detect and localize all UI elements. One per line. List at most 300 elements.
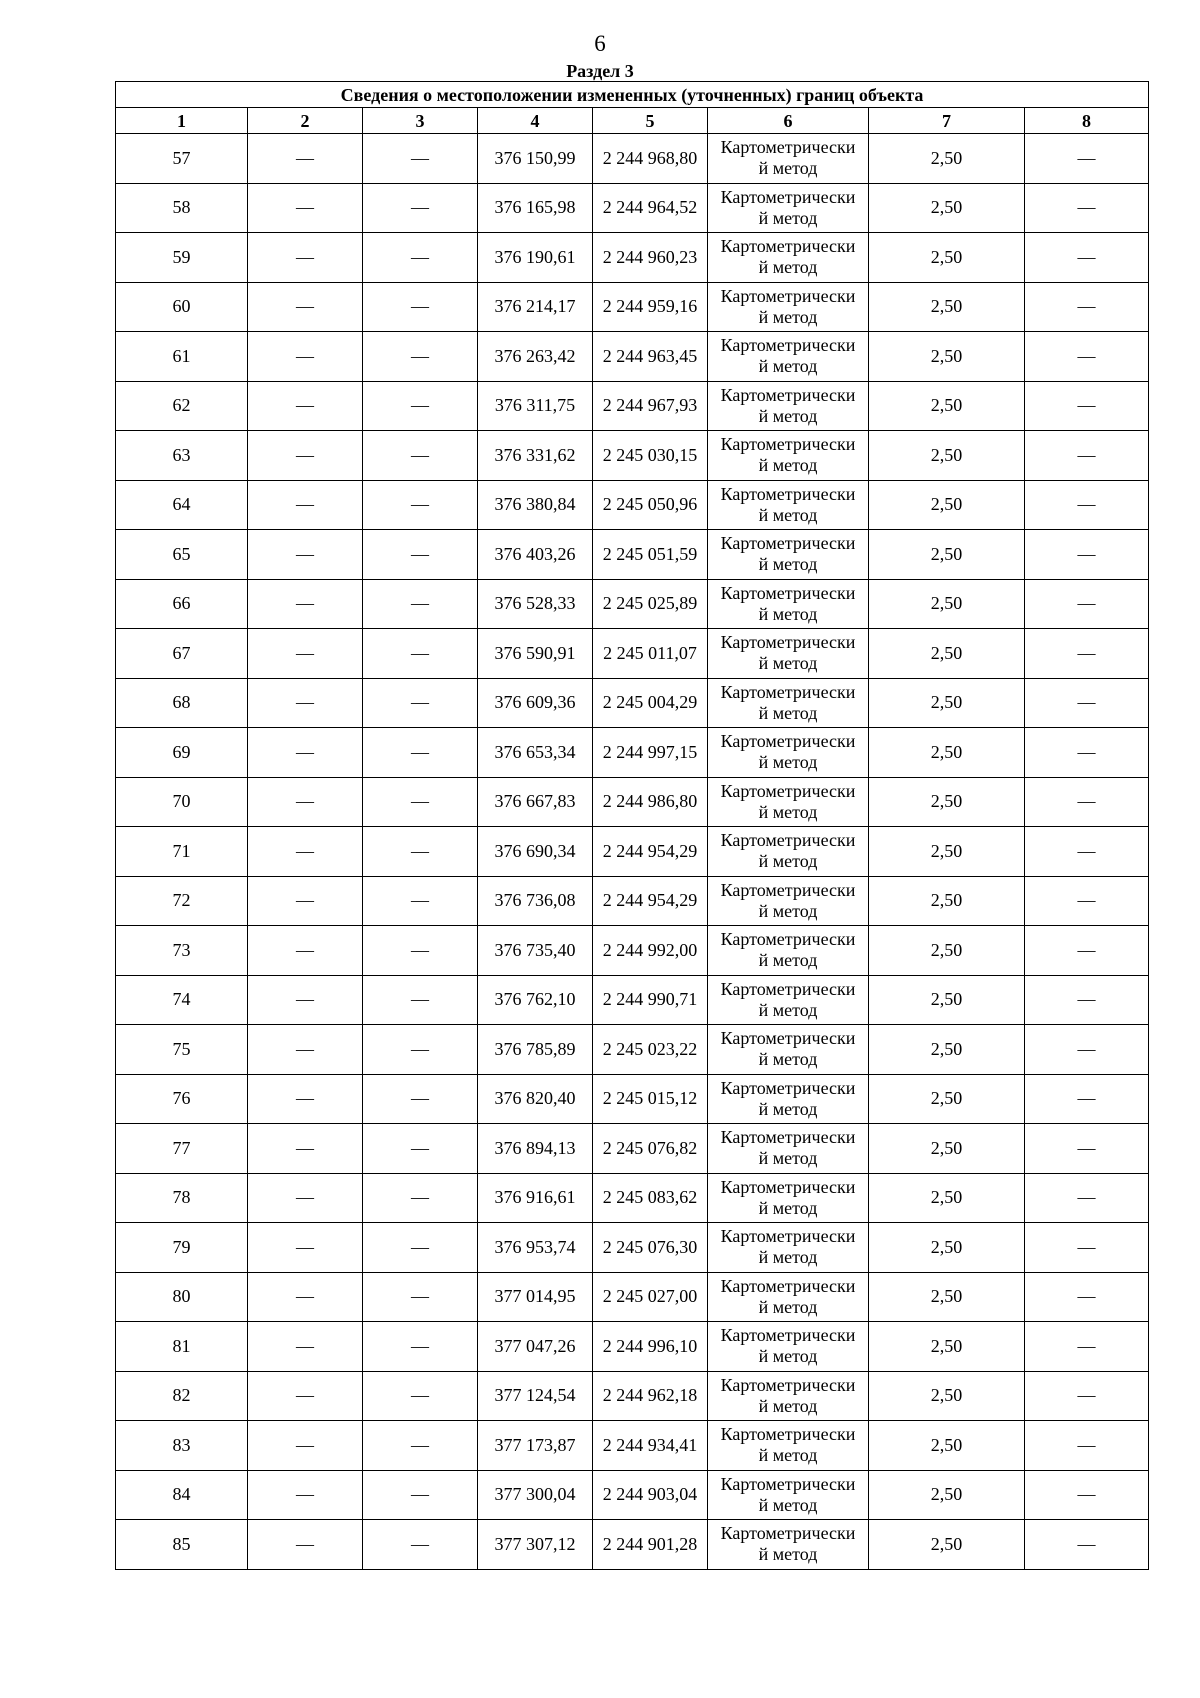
method-line-2: й метод	[758, 1098, 818, 1119]
y-coordinate-cell: 2 244 901,28	[593, 1520, 708, 1570]
column-8-cell: —	[1025, 1074, 1149, 1124]
accuracy-cell: 2,50	[869, 1421, 1025, 1471]
column-number: 6	[708, 108, 869, 134]
table-row	[116, 629, 1149, 679]
column-number: 2	[248, 108, 363, 134]
table-row	[116, 1074, 1149, 1124]
column-8-cell: —	[1025, 777, 1149, 827]
table-row	[116, 579, 1149, 629]
point-number-cell: 79	[116, 1223, 248, 1273]
method-line-1: Картометрически	[720, 929, 856, 950]
column-2-cell: —	[248, 579, 363, 629]
point-number-cell: 72	[116, 876, 248, 926]
x-coordinate-cell: 376 331,62	[478, 431, 593, 481]
column-2-cell: —	[248, 1074, 363, 1124]
method-line-1: Картометрически	[720, 384, 856, 405]
column-8-cell: —	[1025, 431, 1149, 481]
column-3-cell: —	[363, 678, 478, 728]
table-row	[116, 1421, 1149, 1471]
column-3-cell: —	[363, 876, 478, 926]
column-3-cell: —	[363, 530, 478, 580]
x-coordinate-cell: 377 014,95	[478, 1272, 593, 1322]
method-line-1: Картометрически	[720, 1028, 856, 1049]
table-row	[116, 678, 1149, 728]
x-coordinate-cell: 376 150,99	[478, 134, 593, 184]
column-8-cell: —	[1025, 1470, 1149, 1520]
column-3-cell: —	[363, 134, 478, 184]
point-number-cell: 70	[116, 777, 248, 827]
y-coordinate-cell: 2 244 934,41	[593, 1421, 708, 1471]
column-2-cell: —	[248, 233, 363, 283]
column-number-row	[116, 108, 1149, 134]
point-number-cell: 66	[116, 579, 248, 629]
accuracy-cell: 2,50	[869, 134, 1025, 184]
coordinates-table	[115, 81, 1149, 1570]
method-cell	[708, 1173, 869, 1223]
method-line-2: й метод	[758, 1148, 818, 1169]
column-3-cell: —	[363, 926, 478, 976]
method-cell	[708, 1272, 869, 1322]
method-line-1: Картометрически	[720, 1127, 856, 1148]
method-line-2: й метод	[758, 702, 818, 723]
y-coordinate-cell: 2 244 963,45	[593, 332, 708, 382]
method-line-1: Картометрически	[720, 1077, 856, 1098]
column-2-cell: —	[248, 975, 363, 1025]
y-coordinate-cell: 2 244 986,80	[593, 777, 708, 827]
point-number-cell: 58	[116, 183, 248, 233]
column-3-cell: —	[363, 1025, 478, 1075]
accuracy-cell: 2,50	[869, 530, 1025, 580]
method-line-1: Картометрически	[720, 978, 856, 999]
accuracy-cell: 2,50	[869, 332, 1025, 382]
x-coordinate-cell: 376 785,89	[478, 1025, 593, 1075]
point-number-cell: 76	[116, 1074, 248, 1124]
column-2-cell: —	[248, 1272, 363, 1322]
point-number-cell: 81	[116, 1322, 248, 1372]
y-coordinate-cell: 2 244 962,18	[593, 1371, 708, 1421]
column-8-cell: —	[1025, 183, 1149, 233]
accuracy-cell: 2,50	[869, 728, 1025, 778]
method-cell	[708, 1223, 869, 1273]
x-coordinate-cell: 376 916,61	[478, 1173, 593, 1223]
method-line-1: Картометрически	[720, 1176, 856, 1197]
accuracy-cell: 2,50	[869, 1074, 1025, 1124]
table-row	[116, 777, 1149, 827]
column-2-cell: —	[248, 1371, 363, 1421]
y-coordinate-cell: 2 245 027,00	[593, 1272, 708, 1322]
column-3-cell: —	[363, 975, 478, 1025]
table-row	[116, 134, 1149, 184]
column-2-cell: —	[248, 1173, 363, 1223]
x-coordinate-cell: 376 263,42	[478, 332, 593, 382]
method-line-2: й метод	[758, 504, 818, 525]
column-number: 3	[363, 108, 478, 134]
point-number-cell: 59	[116, 233, 248, 283]
column-8-cell: —	[1025, 282, 1149, 332]
accuracy-cell: 2,50	[869, 381, 1025, 431]
column-3-cell: —	[363, 1371, 478, 1421]
y-coordinate-cell: 2 245 030,15	[593, 431, 708, 481]
method-cell	[708, 332, 869, 382]
table-row	[116, 233, 1149, 283]
point-number-cell: 83	[116, 1421, 248, 1471]
table-body	[116, 134, 1149, 1570]
method-cell	[708, 629, 869, 679]
y-coordinate-cell: 2 244 903,04	[593, 1470, 708, 1520]
method-line-1: Картометрически	[720, 582, 856, 603]
y-coordinate-cell: 2 244 968,80	[593, 134, 708, 184]
method-cell	[708, 381, 869, 431]
y-coordinate-cell: 2 244 960,23	[593, 233, 708, 283]
column-8-cell: —	[1025, 1223, 1149, 1273]
column-8-cell: —	[1025, 1272, 1149, 1322]
column-3-cell: —	[363, 480, 478, 530]
method-line-2: й метод	[758, 999, 818, 1020]
table-row	[116, 183, 1149, 233]
accuracy-cell: 2,50	[869, 1520, 1025, 1570]
accuracy-cell: 2,50	[869, 1470, 1025, 1520]
column-3-cell: —	[363, 1272, 478, 1322]
method-line-2: й метод	[758, 1346, 818, 1367]
column-2-cell: —	[248, 134, 363, 184]
column-8-cell: —	[1025, 332, 1149, 382]
column-2-cell: —	[248, 777, 363, 827]
column-8-cell: —	[1025, 728, 1149, 778]
column-number: 8	[1025, 108, 1149, 134]
method-line-2: й метод	[758, 801, 818, 822]
y-coordinate-cell: 2 245 015,12	[593, 1074, 708, 1124]
accuracy-cell: 2,50	[869, 1223, 1025, 1273]
column-3-cell: —	[363, 381, 478, 431]
point-number-cell: 64	[116, 480, 248, 530]
table-row	[116, 1470, 1149, 1520]
y-coordinate-cell: 2 245 076,30	[593, 1223, 708, 1273]
x-coordinate-cell: 376 214,17	[478, 282, 593, 332]
column-2-cell: —	[248, 183, 363, 233]
method-line-1: Картометрически	[720, 285, 856, 306]
x-coordinate-cell: 376 311,75	[478, 381, 593, 431]
y-coordinate-cell: 2 244 997,15	[593, 728, 708, 778]
column-3-cell: —	[363, 827, 478, 877]
column-8-cell: —	[1025, 480, 1149, 530]
accuracy-cell: 2,50	[869, 282, 1025, 332]
point-number-cell: 75	[116, 1025, 248, 1075]
method-line-1: Картометрически	[720, 335, 856, 356]
point-number-cell: 60	[116, 282, 248, 332]
column-8-cell: —	[1025, 233, 1149, 283]
y-coordinate-cell: 2 244 964,52	[593, 183, 708, 233]
column-8-cell: —	[1025, 1371, 1149, 1421]
method-cell	[708, 1074, 869, 1124]
method-line-1: Картометрически	[720, 137, 856, 158]
method-cell	[708, 975, 869, 1025]
table-row	[116, 332, 1149, 382]
column-number: 1	[116, 108, 248, 134]
method-line-1: Картометрически	[720, 434, 856, 455]
x-coordinate-cell: 376 380,84	[478, 480, 593, 530]
column-2-cell: —	[248, 1025, 363, 1075]
column-8-cell: —	[1025, 1322, 1149, 1372]
method-cell	[708, 1322, 869, 1372]
accuracy-cell: 2,50	[869, 629, 1025, 679]
method-line-1: Картометрически	[720, 186, 856, 207]
table-row	[116, 876, 1149, 926]
point-number-cell: 67	[116, 629, 248, 679]
y-coordinate-cell: 2 245 076,82	[593, 1124, 708, 1174]
method-line-1: Картометрически	[720, 533, 856, 554]
page-number: 6	[594, 31, 606, 56]
table-row	[116, 1520, 1149, 1570]
y-coordinate-cell: 2 245 023,22	[593, 1025, 708, 1075]
x-coordinate-cell: 376 609,36	[478, 678, 593, 728]
column-2-cell: —	[248, 1322, 363, 1372]
table-title-row	[116, 82, 1149, 108]
x-coordinate-cell: 376 894,13	[478, 1124, 593, 1174]
column-2-cell: —	[248, 332, 363, 382]
point-number-cell: 85	[116, 1520, 248, 1570]
column-8-cell: —	[1025, 678, 1149, 728]
method-line-2: й метод	[758, 851, 818, 872]
method-line-1: Картометрически	[720, 236, 856, 257]
y-coordinate-cell: 2 245 051,59	[593, 530, 708, 580]
method-line-2: й метод	[758, 1197, 818, 1218]
method-line-2: й метод	[758, 900, 818, 921]
method-cell	[708, 876, 869, 926]
accuracy-cell: 2,50	[869, 827, 1025, 877]
y-coordinate-cell: 2 244 967,93	[593, 381, 708, 431]
x-coordinate-cell: 377 173,87	[478, 1421, 593, 1471]
method-line-2: й метод	[758, 752, 818, 773]
column-8-cell: —	[1025, 926, 1149, 976]
method-line-2: й метод	[758, 1395, 818, 1416]
y-coordinate-cell: 2 245 011,07	[593, 629, 708, 679]
column-3-cell: —	[363, 183, 478, 233]
column-8-cell: —	[1025, 629, 1149, 679]
method-cell	[708, 134, 869, 184]
method-line-1: Картометрически	[720, 1473, 856, 1494]
column-number: 7	[869, 108, 1025, 134]
x-coordinate-cell: 376 590,91	[478, 629, 593, 679]
column-2-cell: —	[248, 381, 363, 431]
table-row	[116, 381, 1149, 431]
column-3-cell: —	[363, 282, 478, 332]
method-line-1: Картометрически	[720, 780, 856, 801]
x-coordinate-cell: 376 820,40	[478, 1074, 593, 1124]
y-coordinate-cell: 2 244 954,29	[593, 876, 708, 926]
x-coordinate-cell: 377 300,04	[478, 1470, 593, 1520]
table-row	[116, 1025, 1149, 1075]
table-row	[116, 431, 1149, 481]
method-cell	[708, 1421, 869, 1471]
column-8-cell: —	[1025, 1173, 1149, 1223]
table-title: Сведения о местоположении измененных (уточненных) границ объекта	[116, 82, 1149, 108]
accuracy-cell: 2,50	[869, 183, 1025, 233]
column-3-cell: —	[363, 1223, 478, 1273]
method-cell	[708, 1124, 869, 1174]
x-coordinate-cell: 377 307,12	[478, 1520, 593, 1570]
y-coordinate-cell: 2 244 990,71	[593, 975, 708, 1025]
column-2-cell: —	[248, 926, 363, 976]
table-row	[116, 1371, 1149, 1421]
column-2-cell: —	[248, 827, 363, 877]
column-3-cell: —	[363, 777, 478, 827]
method-cell	[708, 728, 869, 778]
column-3-cell: —	[363, 629, 478, 679]
column-number: 4	[478, 108, 593, 134]
accuracy-cell: 2,50	[869, 1322, 1025, 1372]
point-number-cell: 80	[116, 1272, 248, 1322]
table-row	[116, 282, 1149, 332]
table-row	[116, 827, 1149, 877]
x-coordinate-cell: 376 667,83	[478, 777, 593, 827]
method-line-1: Картометрически	[720, 483, 856, 504]
column-3-cell: —	[363, 233, 478, 283]
column-3-cell: —	[363, 728, 478, 778]
method-line-2: й метод	[758, 653, 818, 674]
method-line-1: Картометрически	[720, 879, 856, 900]
x-coordinate-cell: 377 124,54	[478, 1371, 593, 1421]
point-number-cell: 84	[116, 1470, 248, 1520]
point-number-cell: 61	[116, 332, 248, 382]
accuracy-cell: 2,50	[869, 1173, 1025, 1223]
table-row	[116, 1173, 1149, 1223]
accuracy-cell: 2,50	[869, 1124, 1025, 1174]
y-coordinate-cell: 2 244 992,00	[593, 926, 708, 976]
method-cell	[708, 579, 869, 629]
accuracy-cell: 2,50	[869, 1025, 1025, 1075]
method-line-1: Картометрически	[720, 632, 856, 653]
method-line-2: й метод	[758, 1247, 818, 1268]
column-8-cell: —	[1025, 876, 1149, 926]
column-8-cell: —	[1025, 975, 1149, 1025]
x-coordinate-cell: 376 735,40	[478, 926, 593, 976]
accuracy-cell: 2,50	[869, 678, 1025, 728]
method-cell	[708, 926, 869, 976]
point-number-cell: 82	[116, 1371, 248, 1421]
column-2-cell: —	[248, 1520, 363, 1570]
table-row	[116, 926, 1149, 976]
method-line-1: Картометрически	[720, 1275, 856, 1296]
x-coordinate-cell: 376 762,10	[478, 975, 593, 1025]
column-3-cell: —	[363, 1074, 478, 1124]
method-line-2: й метод	[758, 257, 818, 278]
method-line-2: й метод	[758, 455, 818, 476]
column-3-cell: —	[363, 1421, 478, 1471]
x-coordinate-cell: 376 953,74	[478, 1223, 593, 1273]
column-2-cell: —	[248, 876, 363, 926]
column-3-cell: —	[363, 1520, 478, 1570]
method-line-2: й метод	[758, 554, 818, 575]
table-row	[116, 728, 1149, 778]
column-2-cell: —	[248, 629, 363, 679]
column-2-cell: —	[248, 530, 363, 580]
column-8-cell: —	[1025, 381, 1149, 431]
method-line-2: й метод	[758, 950, 818, 971]
column-8-cell: —	[1025, 827, 1149, 877]
column-3-cell: —	[363, 431, 478, 481]
method-line-1: Картометрически	[720, 681, 856, 702]
accuracy-cell: 2,50	[869, 431, 1025, 481]
y-coordinate-cell: 2 245 004,29	[593, 678, 708, 728]
point-number-cell: 68	[116, 678, 248, 728]
method-cell	[708, 777, 869, 827]
column-2-cell: —	[248, 1223, 363, 1273]
table-row	[116, 530, 1149, 580]
method-line-1: Картометрически	[720, 1424, 856, 1445]
method-line-1: Картометрически	[720, 1374, 856, 1395]
method-line-2: й метод	[758, 603, 818, 624]
column-2-cell: —	[248, 678, 363, 728]
point-number-cell: 71	[116, 827, 248, 877]
method-line-1: Картометрически	[720, 1523, 856, 1544]
x-coordinate-cell: 376 690,34	[478, 827, 593, 877]
column-8-cell: —	[1025, 579, 1149, 629]
x-coordinate-cell: 376 190,61	[478, 233, 593, 283]
method-cell	[708, 678, 869, 728]
point-number-cell: 74	[116, 975, 248, 1025]
column-2-cell: —	[248, 1421, 363, 1471]
method-line-2: й метод	[758, 1445, 818, 1466]
method-cell	[708, 530, 869, 580]
column-2-cell: —	[248, 431, 363, 481]
y-coordinate-cell: 2 244 996,10	[593, 1322, 708, 1372]
method-line-2: й метод	[758, 405, 818, 426]
point-number-cell: 62	[116, 381, 248, 431]
method-line-1: Картометрически	[720, 830, 856, 851]
table-row	[116, 1124, 1149, 1174]
x-coordinate-cell: 376 403,26	[478, 530, 593, 580]
accuracy-cell: 2,50	[869, 926, 1025, 976]
column-2-cell: —	[248, 282, 363, 332]
method-line-2: й метод	[758, 1494, 818, 1515]
table-row	[116, 1322, 1149, 1372]
column-8-cell: —	[1025, 1520, 1149, 1570]
method-cell	[708, 431, 869, 481]
column-8-cell: —	[1025, 530, 1149, 580]
table-row	[116, 975, 1149, 1025]
method-cell	[708, 480, 869, 530]
x-coordinate-cell: 376 165,98	[478, 183, 593, 233]
column-3-cell: —	[363, 579, 478, 629]
x-coordinate-cell: 376 736,08	[478, 876, 593, 926]
y-coordinate-cell: 2 244 959,16	[593, 282, 708, 332]
accuracy-cell: 2,50	[869, 777, 1025, 827]
method-cell	[708, 1470, 869, 1520]
method-cell	[708, 183, 869, 233]
method-line-2: й метод	[758, 356, 818, 377]
method-line-2: й метод	[758, 1296, 818, 1317]
method-cell	[708, 1520, 869, 1570]
column-3-cell: —	[363, 1470, 478, 1520]
method-cell	[708, 1371, 869, 1421]
accuracy-cell: 2,50	[869, 876, 1025, 926]
point-number-cell: 78	[116, 1173, 248, 1223]
point-number-cell: 69	[116, 728, 248, 778]
y-coordinate-cell: 2 245 025,89	[593, 579, 708, 629]
accuracy-cell: 2,50	[869, 579, 1025, 629]
section-title: Раздел 3	[566, 61, 634, 81]
column-8-cell: —	[1025, 1124, 1149, 1174]
column-2-cell: —	[248, 1124, 363, 1174]
column-3-cell: —	[363, 1322, 478, 1372]
accuracy-cell: 2,50	[869, 233, 1025, 283]
method-line-2: й метод	[758, 207, 818, 228]
column-2-cell: —	[248, 1470, 363, 1520]
x-coordinate-cell: 376 653,34	[478, 728, 593, 778]
point-number-cell: 77	[116, 1124, 248, 1174]
point-number-cell: 63	[116, 431, 248, 481]
method-cell	[708, 233, 869, 283]
